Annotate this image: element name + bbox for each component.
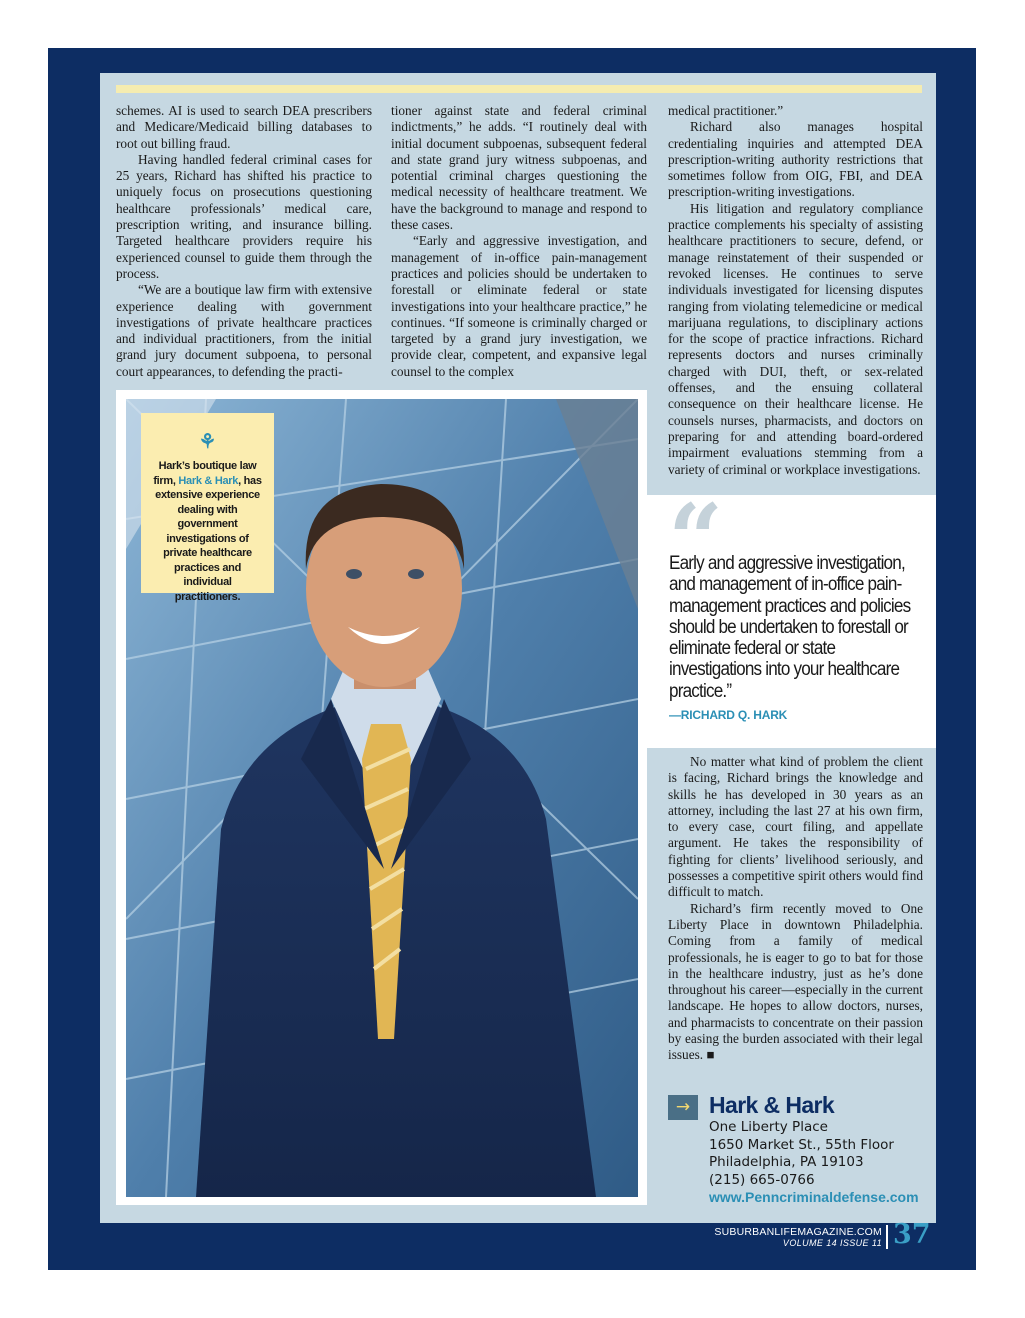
paragraph: tioner against state and federal criminal indictments,” he adds. “I routinely deal with initial document subpoenas, subsequent federal and state grand jury witness subpoenas, and potential criminal charges questioning the medical necessity of healthcare treatment. We have the background to manage and respond to these cases. (391, 103, 647, 233)
article-column-3-continued (668, 754, 923, 1064)
quote-mark-icon: “ (668, 483, 724, 596)
paragraph: schemes. AI is used to search DEA prescribers and Medicare/Medicaid billing databases to root out billing fraud. (116, 103, 372, 151)
phone-number: (215) 665-0766 (709, 1171, 815, 1188)
footer-volume: VOLUME 14 ISSUE 11 (782, 1238, 882, 1248)
article-column-2 (391, 103, 647, 380)
paragraph: His litigation and regulatory compliance practice complements his specialty of assisting healthcare practitioners to secure, defend, or manage reinstatement of their suspended or revoked licenses. He continues to serve individuals investigated for licensing disputes ranging from violating telemedicine or medical marijuana regulations, to disciplinary actions for the scope of practice infractions. Richard represents doctors and nurses criminally charged with DUI, theft, or sex-related offenses, and the ensuing collateral consequence on their healthcare license. He counsels nurses, pharmacists, and doctors on preparing for and attending board-ordered impairment evaluations stemming from a variety of criminal or workplace investigations. (668, 200, 923, 477)
paragraph: Richard also manages hospital credentialing inquiries and attempted DEA prescription-writing authority restrictions that sometimes follow from OIG, FBI, and DEA prescription-writing investigations. (668, 119, 923, 200)
article-column-1 (116, 103, 372, 380)
sidebar-callout (141, 413, 274, 603)
firm-highlight: Hark & Hark (178, 474, 239, 487)
address-line: 1650 Market St., 55th Floor (709, 1136, 894, 1153)
paragraph: Having handled federal criminal cases for 25 years, Richard has shifted his practice to uniquely focus on prosecutions questioning healthcare professionals’ medical care, prescription writing, and insurance billing. Targeted healthcare providers require his experienced counsel to guide them through the process. (116, 151, 372, 281)
firm-address (709, 1119, 894, 1189)
sidebar-text: Hark’s boutique law firm, Hark & Hark, has extensive experience dealing with government investigations of private healthcare practices and individual practitioners. (153, 460, 262, 603)
page-number: 37 (893, 1219, 931, 1250)
paragraph: medical practitioner.” (668, 103, 784, 118)
paragraph: No matter what kind of problem the client is facing, Richard brings the knowledge and skills he has developed in 30 years as an attorney, including the last 27 at his own firm, to every case, court filing, and appellate argument. He takes the responsibility of fighting for clients’ livelihood seriously, and possesses a competitive spirit others would find difficult to match. (668, 754, 923, 900)
address-line: One Liberty Place (709, 1119, 828, 1135)
paragraph: “Early and aggressive investigation, and management of in-office pain-management practices and policies should be undertaken to forestall or eliminate federal or state investigations into your healthcare practice,” he continues. “If someone is criminally charged or targeted by a grand jury investigation, we provide clear, competent, and expansive legal counsel to the complex (391, 233, 647, 379)
firm-name: Hark & Hark (709, 1092, 835, 1118)
top-rule (116, 85, 922, 93)
footer-site: SUBURBANLIFEMAGAZINE.COM (714, 1226, 882, 1238)
pullquote-attribution: —RICHARD Q. HARK (669, 708, 788, 722)
arrow-right-icon: → (668, 1095, 698, 1120)
fleuron-icon: ⚘ (198, 431, 217, 453)
address-line: Philadelphia, PA 19103 (709, 1154, 864, 1170)
website-link[interactable]: www.Penncriminaldefense.com (709, 1189, 919, 1205)
footer-divider (886, 1225, 888, 1249)
paragraph: “We are a boutique law firm with extensive experience dealing with government investigations of private healthcare practices and individual practitioners, from the initial grand jury document subpoena, to personal court appearances, to defending the practi- (116, 282, 372, 379)
paragraph: Richard’s firm recently moved to One Liberty Place in downtown Philadelphia. Coming from a family of medical professionals, he is eager to go to bat for those in the healthcare industry, just as he’s done throughout his career—especially in the current landscape. He hopes to allow doctors, nurses, and pharmacists to concentrate on their passion by easing the burden associated with their legal issues. ■ (668, 900, 923, 1063)
pullquote-text: Early and aggressive investigation, and management of in-office pain-management practices and policies should be undertaken to forestall or eliminate federal or state investigations into your healthcare practice.” (669, 553, 911, 702)
article-column-3 (668, 103, 923, 478)
